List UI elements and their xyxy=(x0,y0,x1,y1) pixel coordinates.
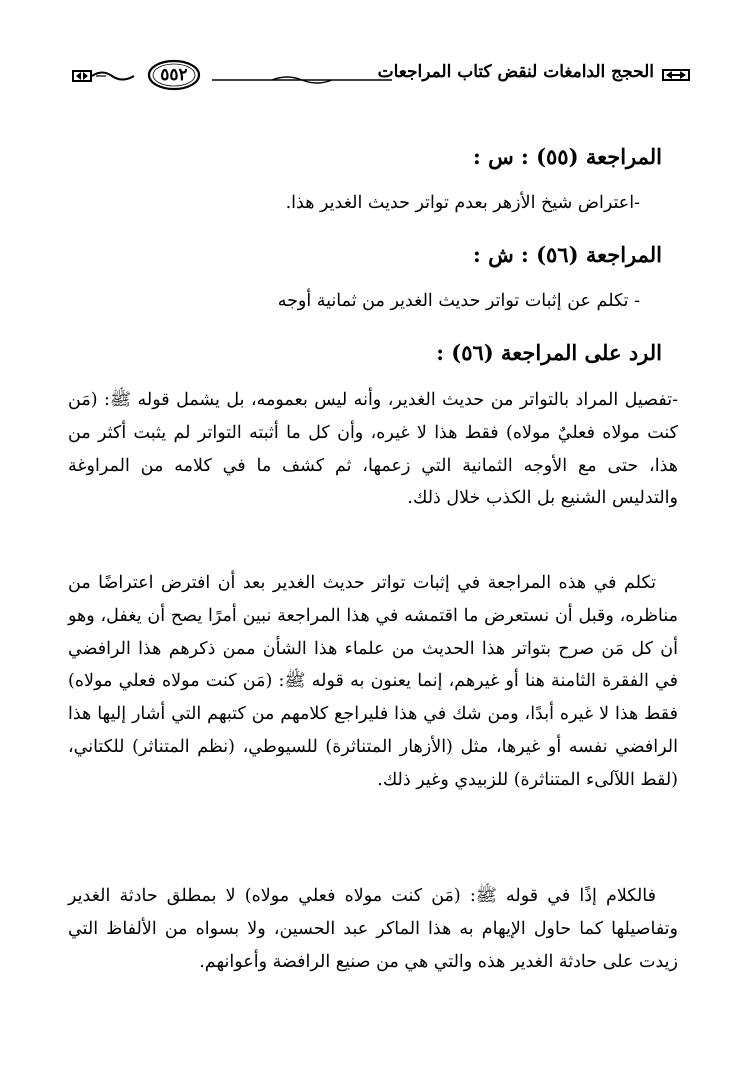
header-ornament-right-icon xyxy=(662,68,690,82)
reply-heading: الرد على المراجعة (٥٦) : xyxy=(436,340,662,365)
reply-paragraph-3: فالكلام إذًا في قوله ﷺ: (مَن كنت مولاه فعلي مولاه) لا بمطلق حادثة الغدير وتفاصيلها كما حاول الإيهام به هذا الماكر عبد الحسين، ولا بسواه من الألفاظ التي زيدت على حادثة الغدير هذه والتي هي من صنيع الرافضة وأعوانهم. xyxy=(68,886,678,972)
page-number: ٥٥٢ xyxy=(160,65,188,85)
page-number-badge xyxy=(146,58,202,92)
section-line-56: - تكلم عن إثبات تواتر حديث الغدير من ثمانية أوجه xyxy=(277,291,640,311)
reply-paragraph-2: تكلم في هذه المراجعة في إثبات تواتر حديث الغدير بعد أن افترض اعتراضًا من مناظره، وقبل أن نستعرض ما اقتمشه في هذا المراجعة نبين أمرًا يصح أن يغفل، وهو أن كل مَن صرح بتواتر هذا الحديث من علماء هذا الشأن ممن ذكرهم هذا الرافضي في الفقرة الثامنة هنا أو غيرهم، إنما يعنون به قوله ﷺ: (مَن كنت مولاه فعلي مولاه) فقط هذا لا غيره أبدًا، ومن شك في هذا فليراجع كلامهم من كتبهم التي أشار إليها هذا الرافضي نفسه أو غيرها، مثل (الأزهار المتناثرة) للسيوطي، (نظم المتناثر) للكتاني، (لقط اللآلىء المتناثرة) للزبيدي وغير ذلك. xyxy=(68,573,678,790)
section-heading-56: المراجعة (٥٦) : ش : xyxy=(473,242,662,267)
header-divider-ornament xyxy=(212,74,392,86)
page-header xyxy=(72,58,692,98)
section-heading-55: المراجعة (٥٥) : س : xyxy=(473,144,662,169)
section-line-55: -اعتراض شيخ الأزهر بعدم تواتر حديث الغدير هذا. xyxy=(285,193,640,213)
header-ornament-left-icon xyxy=(72,68,136,84)
reply-paragraph-1: -تفصيل المراد بالتواتر من حديث الغدير، وأنه ليس بعمومه، بل يشمل قوله ﷺ: (مَن كنت مولاه فعليٌ مولاه) فقط هذا لا غيره، وأن كل ما أثبته التواتر لم يثبت أكثر من هذا، حتى مع الأوجه الثمانية التي زعمها، ثم كشف ما في كلامه من المراوغة والتدليس الشنيع بل الكذب خلال ذلك. xyxy=(68,390,678,509)
running-header-title: الحجج الدامغات لنقض كتاب المراجعات xyxy=(377,62,654,82)
